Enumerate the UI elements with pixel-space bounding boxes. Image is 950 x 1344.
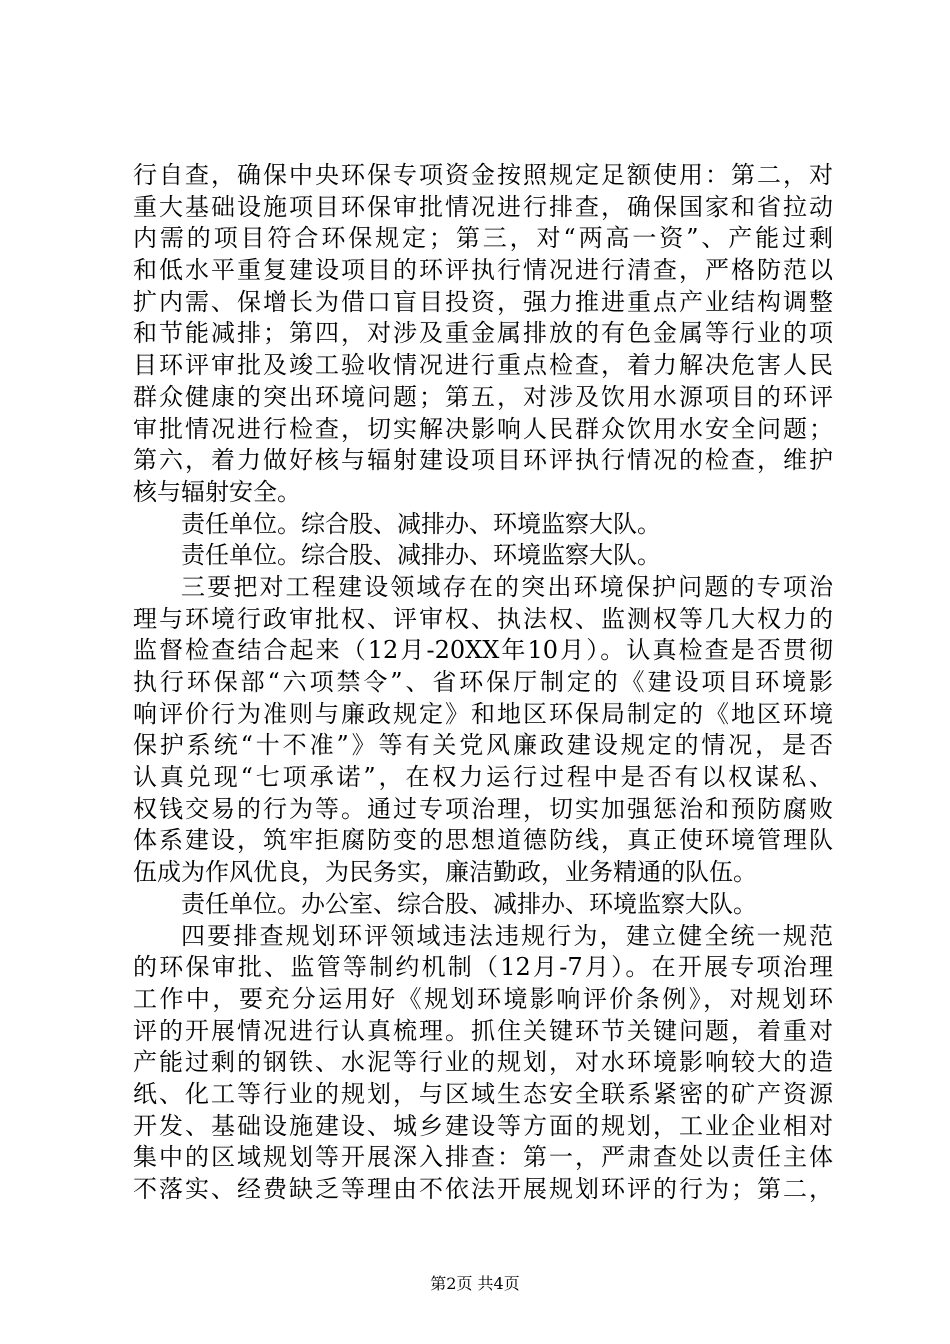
text-line: 体系建设，筑牢拒腐防变的思想道德防线，真正使环境管理队 bbox=[133, 826, 833, 855]
text-line: 认真兑现“七项承诺”，在权力运行过程中是否有以权谋私、 bbox=[133, 763, 833, 792]
body-text bbox=[133, 160, 833, 1206]
text-line: 内需的项目符合环保规定；第三，对“两高一资”、产能过剩 bbox=[133, 224, 833, 253]
text-line: 权钱交易的行为等。通过专项治理，切实加强惩治和预防腐败 bbox=[133, 794, 833, 823]
text-line: 保护系统“十不准”》等有关党风廉政建设规定的情况，是否 bbox=[133, 731, 833, 760]
text-line: 行自查，确保中央环保专项资金按照规定足额使用：第二，对 bbox=[133, 161, 833, 189]
text-line: 理与环境行政审批权、评审权、执法权、监测权等几大权力的 bbox=[133, 604, 833, 633]
text-line: 重大基础设施项目环保审批情况进行排查，确保国家和省拉动 bbox=[133, 192, 833, 221]
text-line: 纸、化工等行业的规划，与区域生态安全联系紧密的矿产资源 bbox=[133, 1079, 833, 1108]
text-line: 执行环保部“六项禁令”、省环保厅制定的《建设项目环境影 bbox=[133, 668, 833, 696]
text-line: 伍成为作风优良，为民务实，廉洁勤政，业务精通的队伍。 bbox=[133, 858, 757, 887]
text-line: 开发、基础设施建设、城乡建设等方面的规划，工业企业相对 bbox=[133, 1111, 833, 1140]
text-line: 群众健康的突出环境问题；第五，对涉及饮用水源项目的环评 bbox=[133, 382, 833, 411]
text-line: 审批情况进行检查，切实解决影响人民群众饮用水安全问题； bbox=[133, 414, 833, 443]
text-line: 集中的区域规划等开展深入排查：第一，严肃查处以责任主体 bbox=[133, 1143, 833, 1172]
text-line: 扩内需、保增长为借口盲目投资，强力推进重点产业结构调整 bbox=[133, 287, 833, 316]
text-line: 目环评审批及竣工验收情况进行重点检查，着力解决危害人民 bbox=[133, 351, 833, 380]
text-line: 监督检查结合起来（12月-20XX年10月）。认真检查是否贯彻 bbox=[133, 636, 833, 665]
text-line: 第六，着力做好核与辐射建设项目环评执行情况的检查，维护 bbox=[133, 446, 833, 475]
responsible-unit-line: 责任单位。综合股、减排办、环境监察大队。 bbox=[181, 541, 661, 570]
page-number-footer: 第2页 共4页 bbox=[430, 1274, 520, 1293]
text-line: 和低水平重复建设项目的环评执行情况进行清查，严格防范以 bbox=[133, 256, 833, 285]
text-line: 核与辐射安全。 bbox=[133, 477, 301, 506]
text-line: 和节能减排；第四，对涉及重金属排放的有色金属等行业的项 bbox=[133, 319, 833, 348]
paragraph-start-line: 四要排查规划环评领域违法违规行为，建立健全统一规范 bbox=[181, 921, 833, 950]
responsible-unit-line: 责任单位。综合股、减排办、环境监察大队。 bbox=[181, 509, 661, 538]
text-line: 不落实、经费缺乏等理由不依法开展规划环评的行为；第二， bbox=[133, 1175, 833, 1203]
text-line: 工作中，要充分运用好《规划环境影响评价条例》，对规划环 bbox=[133, 984, 833, 1013]
paragraph-start-line: 三要把对工程建设领域存在的突出环境保护问题的专项治 bbox=[181, 572, 833, 601]
text-line: 响评价行为准则与廉政规定》和地区环保局制定的《地区环境 bbox=[133, 699, 833, 728]
text-line: 的环保审批、监管等制约机制（12月-7月）。在开展专项治理 bbox=[133, 953, 833, 982]
text-line: 产能过剩的钢铁、水泥等行业的规划，对水环境影响较大的造 bbox=[133, 1048, 833, 1077]
text-line: 评的开展情况进行认真梳理。抓住关键环节关键问题，着重对 bbox=[133, 1016, 833, 1045]
responsible-unit-line: 责任单位。办公室、综合股、减排办、环境监察大队。 bbox=[181, 889, 757, 918]
